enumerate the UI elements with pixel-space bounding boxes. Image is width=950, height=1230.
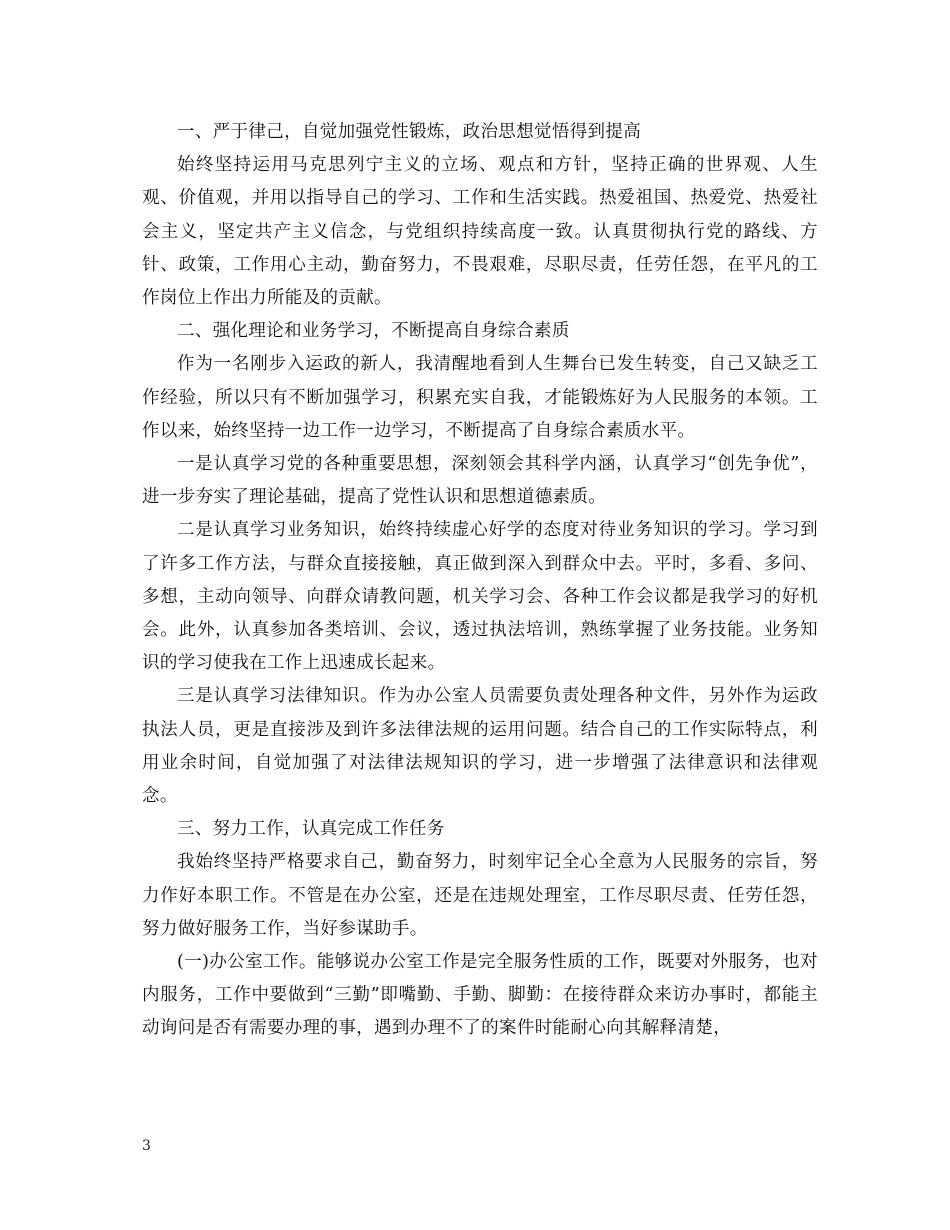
section-heading-1: 一、严于律己，自觉加强党性锻炼，政治思想觉悟得到提高 — [177, 122, 642, 142]
section-heading-2: 二、强化理论和业务学习，不断提高自身综合素质 — [177, 321, 570, 342]
body-paragraph: 我始终坚持严格要求自己，勤奋努力，时刻牢记全心全意为人民服务的宗旨，努力作好本职工作。不管是在办公室，还是在违规处理室，工作尽职尽责、任劳任怨，努力做好服务工作，当好参谋助手。 — [142, 852, 818, 939]
body-paragraph: 三是认真学习法律知识。作为办公室人员需要负责处理各种文件，另外作为运政执法人员，更是直接涉及到许多法律法规的运用问题。结合自己的工作实际特点，利用业余时间，自觉加强了对法律法规知识的学习，进一步增强了法律意识和法律观念。 — [142, 686, 818, 807]
body-paragraph: 作为一名刚步入运政的新人，我清醒地看到人生舞台已发生转变，自己又缺乏工作经验，所以只有不断加强学习，积累充实自我，才能锻炼好为人民服务的本领。工作以来，始终坚持一边工作一边学习，不断提高了自身综合素质水平。 — [142, 354, 818, 441]
body-paragraph: 二是认真学习业务知识，始终持续虚心好学的态度对待业务知识的学习。学习到了许多工作方法，与群众直接接触，真正做到深入到群众中去。平时，多看、多问、多想，主动向领导、向群众请教问题，机关学习会、各种工作会议都是我学习的好机会。此外，认真参加各类培训、会议，透过执法培训，熟练掌握了业务技能。业务知识的学习使我在工作上迅速成长起来。 — [142, 520, 818, 674]
body-paragraph: 一是认真学习党的各种重要思想，深刻领会其科学内涵，认真学习“创先争优”，进一步夯实了理论基础，提高了党性认识和思想道德素质。 — [142, 454, 818, 508]
body-paragraph: (一)办公室工作。能够说办公室工作是完全服务性质的工作，既要对外服务，也对内服务，工作中要做到“三勤”即嘴勤、手勤、脚勤：在接待群众来访办事时，都能主动询问是否有需要办理的事，遇到办理不了的案件时能耐心向其解释清楚， — [142, 952, 818, 1039]
body-paragraph: 始终坚持运用马克思列宁主义的立场、观点和方针，坚持正确的世界观、人生观、价值观，并用以指导自己的学习、工作和生活实践。热爱祖国、热爱党、热爱社会主义，坚定共产主义信念，与党组织持续高度一致。认真贯彻执行党的路线、方针、政策，工作用心主动，勤奋努力，不畏艰难，尽职尽责，任劳任怨，在平凡的工作岗位上作出力所能及的贡献。 — [142, 155, 818, 309]
section-heading-3: 三、努力工作，认真完成工作任务 — [177, 819, 445, 840]
document-body — [142, 116, 818, 1046]
page-number: 3 — [142, 1138, 151, 1154]
